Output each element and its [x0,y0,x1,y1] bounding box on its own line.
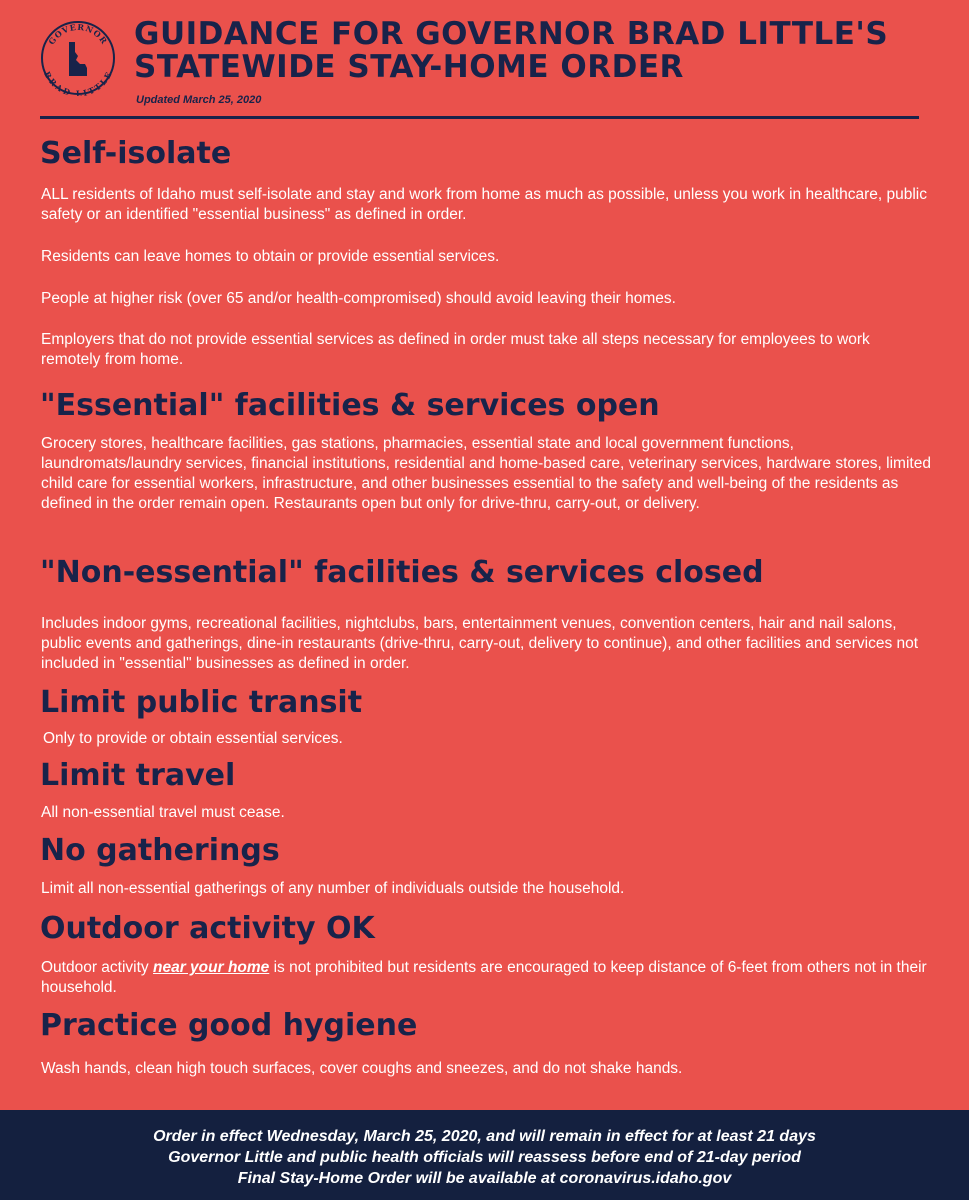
self-isolate-paragraph-2: Residents can leave homes to obtain or provide essential services. [41,248,500,265]
heading-non-essential-closed: "Non-essential" facilities & services closed [40,555,764,590]
gatherings-paragraph: Limit all non-essential gatherings of any number of individuals outside the household. [41,880,625,897]
self-isolate-paragraph-1: ALL residents of Idaho must self-isolate and stay and work from home as much as possible, unless you work in healthcare, public safety or an identified "essential business" as defined in order. [41,186,927,223]
page-title [134,18,954,84]
travel-paragraph: All non-essential travel must cease. [41,804,285,821]
header-divider [40,116,919,119]
idaho-state-icon [69,42,87,76]
transit-paragraph: Only to provide or obtain essential services. [43,730,343,747]
non-essential-paragraph: Includes indoor gyms, recreational facilities, nightclubs, bars, entertainment venues, convention centers, hair and nail salons, public events and gatherings, dine-in restaurants (drive-thru, carry-out, delivery to continue), and other facilities and services not included in "essential" businesses as defined in order. [41,615,919,672]
footer-line-3: Final Stay-Home Order will be available at coronavirus.idaho.gov [237,1170,732,1187]
seal-bottom-text: BRAD LITTLE [42,69,114,96]
heading-limit-travel: Limit travel [40,758,236,793]
self-isolate-paragraph-4: Employers that do not provide essential services as defined in order must take all steps necessary for employees to work remotely from home. [41,331,870,368]
title-line-2: STATEWIDE STAY-HOME ORDER [134,49,684,85]
heading-outdoor-activity: Outdoor activity OK [40,911,375,946]
updated-date: Updated March 25, 2020 [136,94,262,106]
hygiene-paragraph: Wash hands, clean high touch surfaces, cover coughs and sneezes, and do not shake hands. [41,1060,683,1077]
essential-paragraph: Grocery stores, healthcare facilities, gas stations, pharmacies, essential state and local government functions, laundromats/laundry services, financial institutions, residential and home-based care, veterinary services, hardware stores, limited child care for essential workers, infrastructure, and other businesses essential to the safety and well-being of the residents as defined in the order remain open. Restaurants open but only for drive-thru, carry-out, or delivery. [41,435,931,512]
heading-essential-open: "Essential" facilities & services open [40,388,660,423]
footer-line-2: Governor Little and public health officials will reassess before end of 21-day period [168,1149,801,1166]
heading-good-hygiene: Practice good hygiene [40,1008,418,1043]
outdoor-emphasis: near your home [153,959,270,976]
heading-limit-transit: Limit public transit [40,685,363,720]
footer-banner [0,1110,969,1200]
outdoor-paragraph [41,958,931,998]
self-isolate-paragraph-3: People at higher risk (over 65 and/or health-compromised) should avoid leaving their homes. [41,290,676,307]
outdoor-text-after: is not prohibited but residents are encouraged to keep distance of 6-feet from others not in their household. [41,959,927,996]
governor-seal-logo [40,20,116,96]
svg-text:GOVERNOR [46,22,110,47]
title-line-1: GUIDANCE FOR GOVERNOR BRAD LITTLE'S [134,16,889,52]
heading-no-gatherings: No gatherings [40,833,280,868]
heading-self-isolate: Self-isolate [40,136,232,171]
seal-top-text: GOVERNOR [46,21,110,47]
outdoor-text-before: Outdoor activity [41,959,153,976]
footer-line-1: Order in effect Wednesday, March 25, 2020, and will remain in effect for at least 21 days [153,1128,816,1145]
